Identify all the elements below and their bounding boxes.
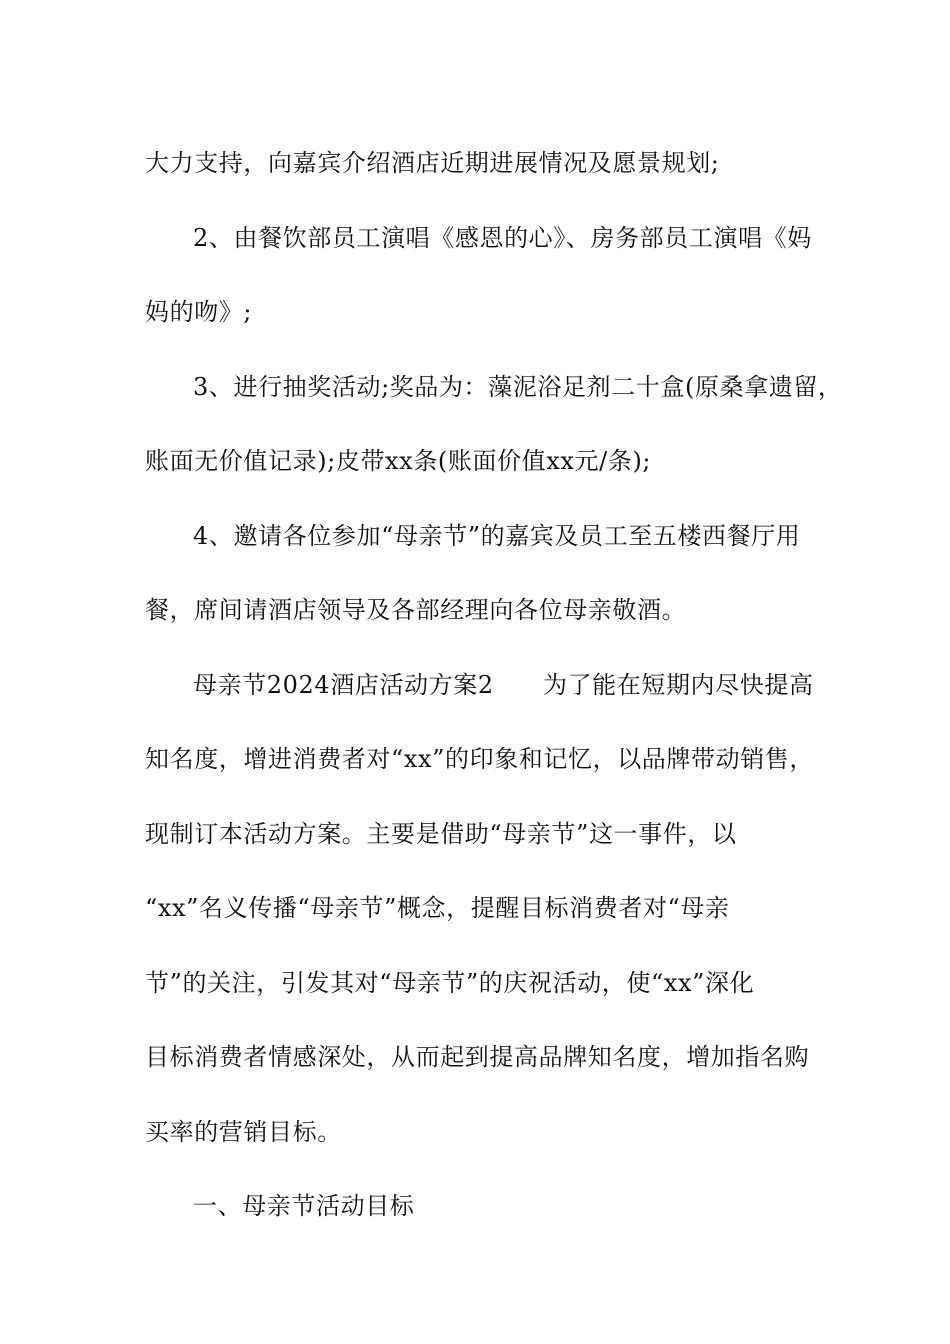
text-line: 目标消费者情感深处，从而起到提高品牌知名度，增加指名购	[145, 1043, 810, 1071]
text-line: 知名度，增进消费者对“xx”的印象和记忆，以品牌带动销售，	[145, 745, 815, 773]
text-line: 买率的营销目标。	[145, 1117, 342, 1146]
text-line: 2、由餐饮部员工演唱《感恩的心》、房务部员工演唱《妈	[193, 223, 812, 252]
section-heading: 一、母亲节活动目标	[193, 1192, 415, 1220]
text-line: 账面无价值记录);皮带xx条(账面价值xx元/条);	[145, 447, 652, 475]
text-line: 妈的吻》;	[145, 298, 253, 326]
text-line: “xx”名义传播“母亲节”概念，提醒目标消费者对“母亲	[145, 894, 730, 922]
text-line: 节”的关注，引发其对“母亲节”的庆祝活动，使“xx”深化	[145, 968, 755, 997]
text-line: 母亲节2024酒店活动方案2 为了能在短期内尽快提高	[193, 670, 814, 699]
text-line: 大力支持，向嘉宾介绍酒店近期进展情况及愿景规划;	[145, 149, 720, 177]
text-line: 3、进行抽奖活动;奖品为：藻泥浴足剂二十盒(原桑拿遗留，	[193, 372, 843, 401]
document-body	[145, 126, 843, 1244]
text-line: 现制订本活动方案。主要是借助“母亲节”这一事件，以	[145, 819, 737, 848]
text-line: 餐，席间请酒店领导及各部经理向各位母亲敬酒。	[145, 596, 687, 624]
text-line: 4、邀请各位参加“母亲节”的嘉宾及员工至五楼西餐厅用	[193, 521, 801, 550]
